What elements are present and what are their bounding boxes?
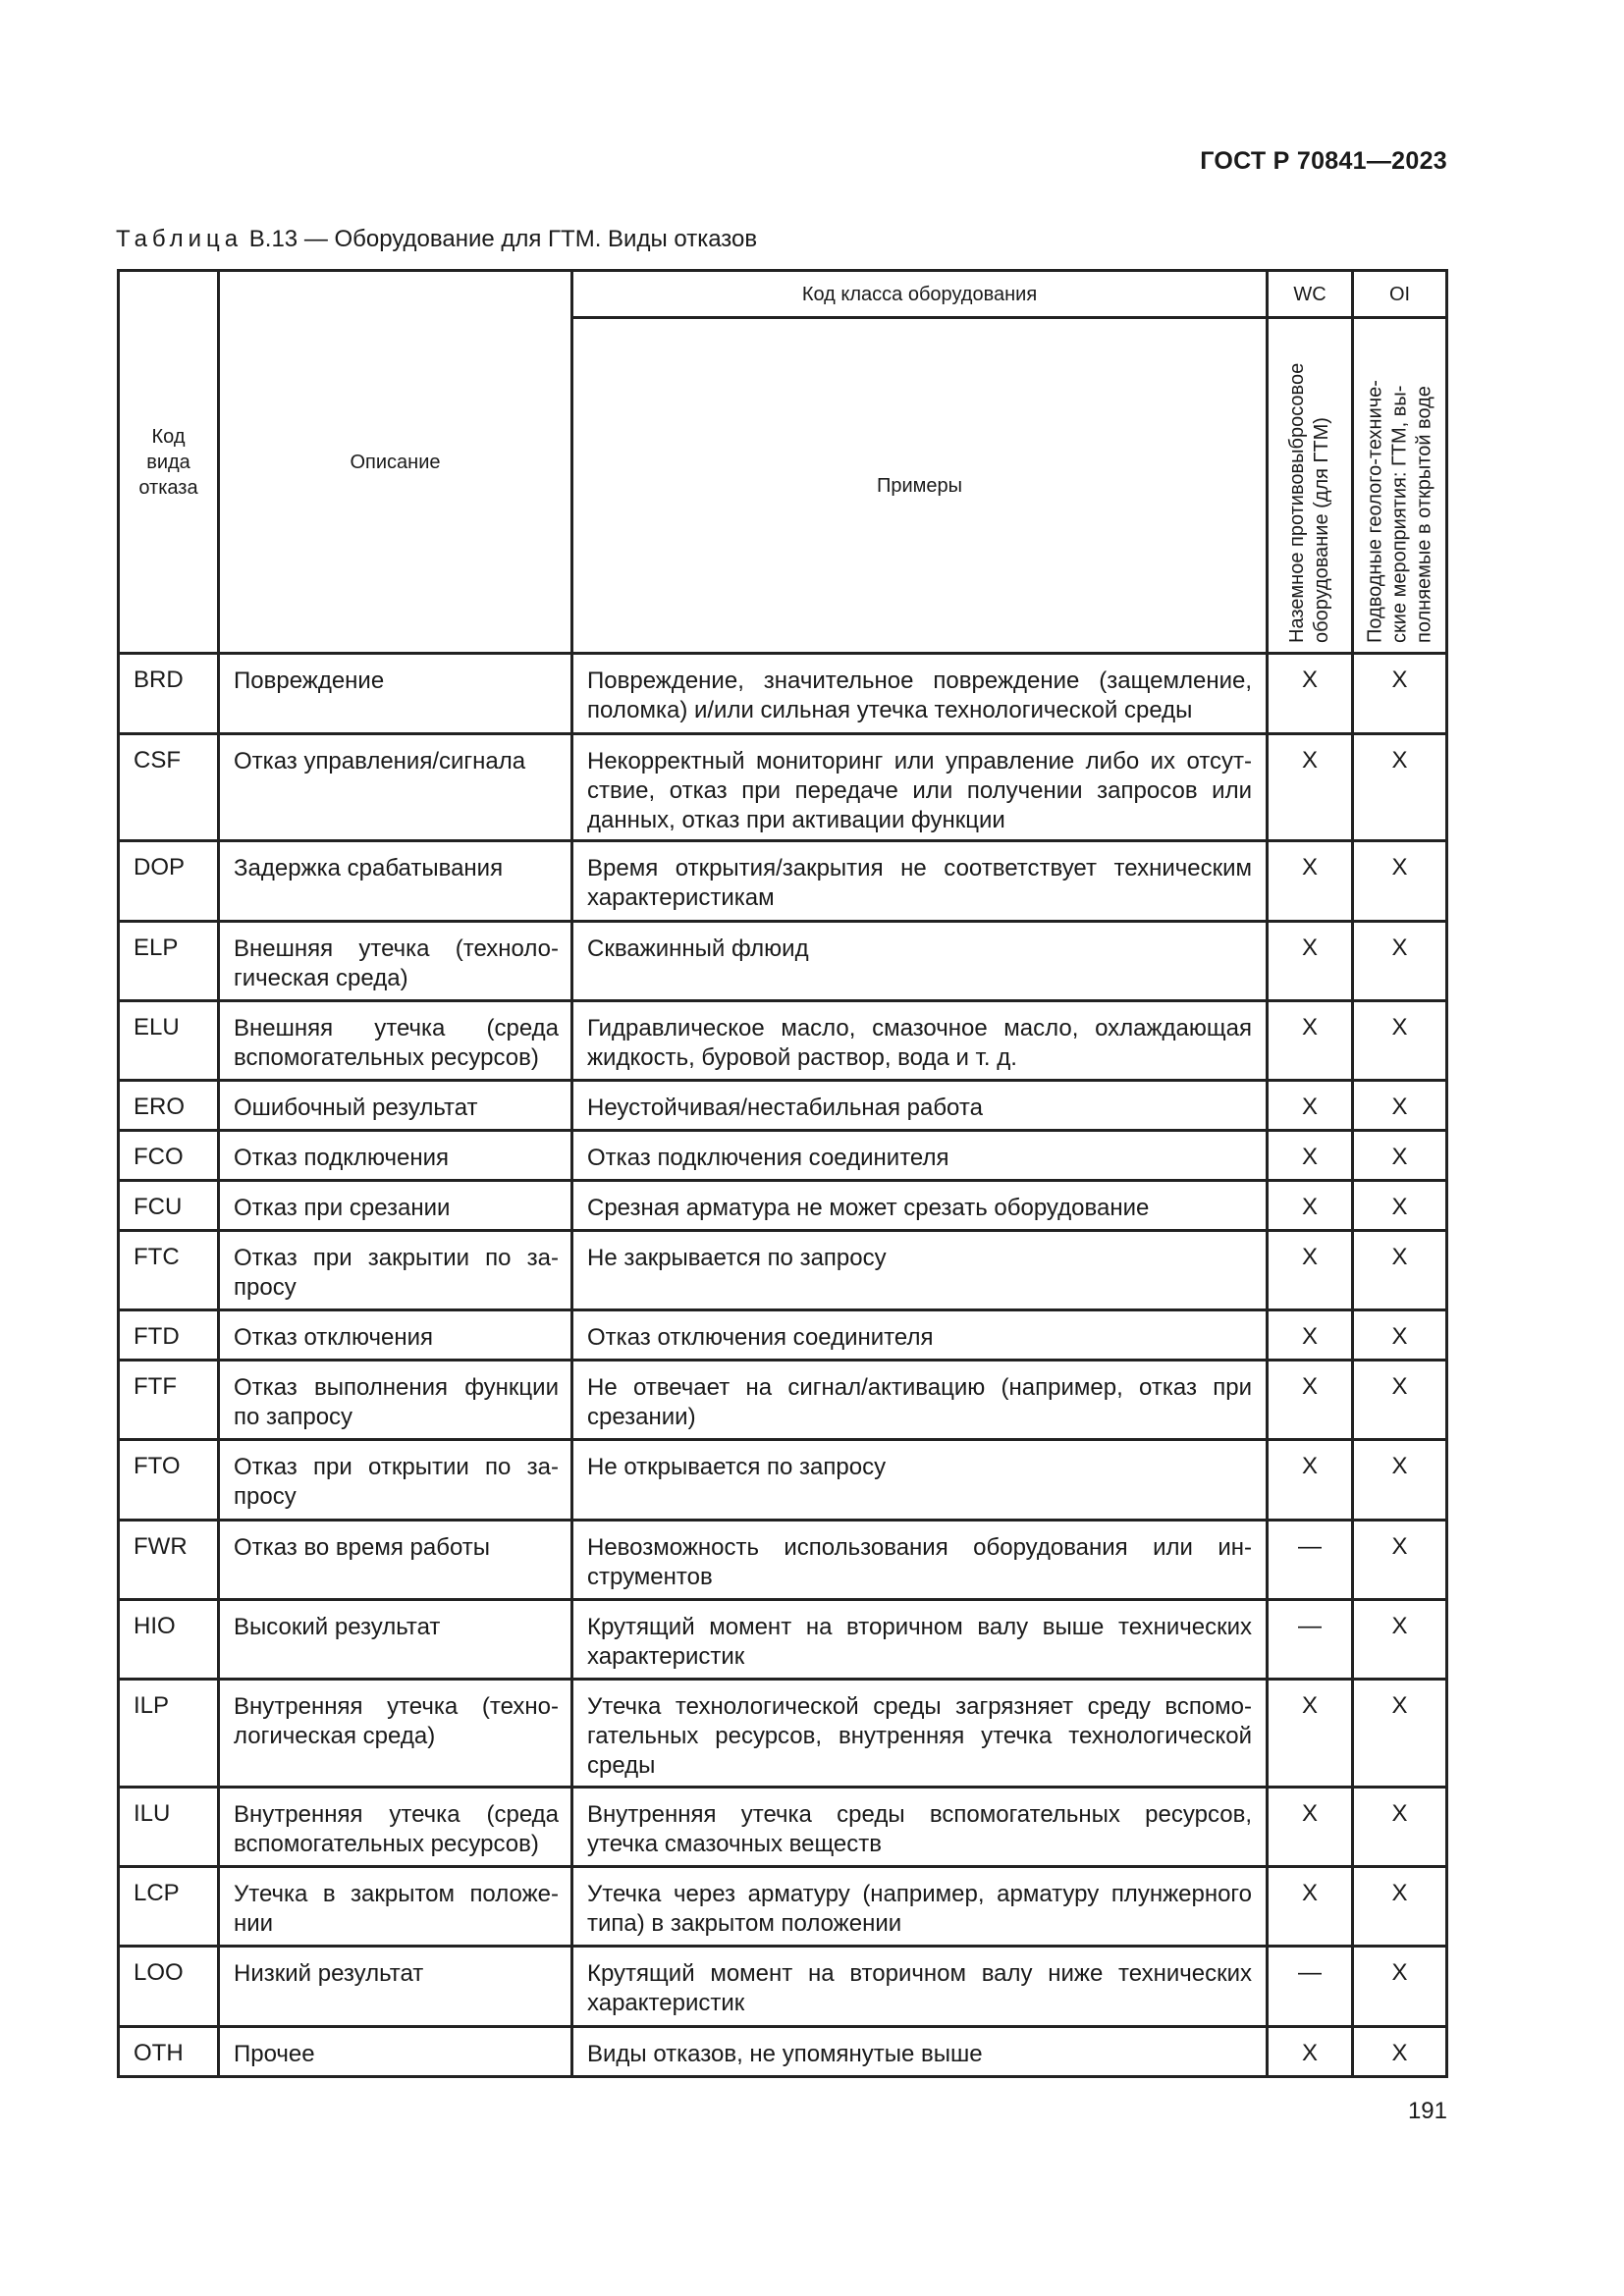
header-oi-desc-line: полняемые в открытой воде: [1413, 385, 1435, 643]
example-cell: Невозможность использования оборудования или ин-струментов: [572, 1521, 1268, 1600]
failure-code-cell: FTO: [119, 1440, 219, 1521]
wc-mark-cell: X: [1268, 1181, 1353, 1231]
caption-label: Таблица: [116, 226, 244, 252]
failure-code-cell: ILP: [119, 1680, 219, 1788]
table-row: [119, 1788, 1447, 1867]
wc-mark-cell: —: [1268, 1521, 1353, 1600]
table-row: [119, 1680, 1447, 1788]
oi-mark-cell: X: [1353, 922, 1447, 1001]
wc-mark-cell: X: [1268, 1788, 1353, 1867]
oi-mark-cell: X: [1353, 654, 1447, 734]
wc-mark-cell: X: [1268, 1001, 1353, 1081]
table-row: [119, 654, 1447, 734]
wc-mark-cell: —: [1268, 1947, 1353, 2027]
wc-mark-cell: X: [1268, 1081, 1353, 1131]
description-cell: Внешняя утечка (среда вспомогательных ресурсов): [219, 1001, 572, 1081]
header-wc: WC: [1268, 271, 1353, 318]
example-cell: Отказ подключения соединителя: [572, 1131, 1268, 1181]
example-cell: Не открывается по запросу: [572, 1440, 1268, 1521]
example-cell: Крутящий момент на вторичном валу выше технических характеристик: [572, 1600, 1268, 1680]
failure-code-cell: FTF: [119, 1361, 219, 1440]
example-cell: Утечка через арматуру (например, арматуру плунжерного типа) в закрытом положении: [572, 1867, 1268, 1947]
example-cell: Неустойчивая/нестабильная работа: [572, 1081, 1268, 1131]
description-cell: Отказ подключения: [219, 1131, 572, 1181]
header-code: Код вида отказа: [119, 271, 219, 654]
wc-mark-cell: X: [1268, 1131, 1353, 1181]
description-cell: Отказ во время работы: [219, 1521, 572, 1600]
oi-mark-cell: X: [1353, 1310, 1447, 1361]
oi-mark-cell: X: [1353, 1231, 1447, 1310]
oi-mark-cell: X: [1353, 1181, 1447, 1231]
description-cell: Низкий результат: [219, 1947, 572, 2027]
description-cell: Высокий результат: [219, 1600, 572, 1680]
oi-mark-cell: X: [1353, 841, 1447, 922]
wc-mark-cell: X: [1268, 1680, 1353, 1788]
failure-code-cell: ELU: [119, 1001, 219, 1081]
oi-mark-cell: X: [1353, 1788, 1447, 1867]
failure-code-cell: FCO: [119, 1131, 219, 1181]
description-cell: Отказ при открытии по за-просу: [219, 1440, 572, 1521]
description-cell: Отказ выполнения функции по запросу: [219, 1361, 572, 1440]
example-cell: Виды отказов, не упомянутые выше: [572, 2027, 1268, 2077]
failure-modes-table: [117, 269, 1448, 2078]
header-wc-description: [1268, 318, 1353, 654]
example-cell: Срезная арматура не может срезать оборудование: [572, 1181, 1268, 1231]
caption-text: В.13 — Оборудование для ГТМ. Виды отказов: [243, 226, 758, 252]
header-oi-desc-line: ские мероприятия: ГТМ, вы-: [1388, 385, 1410, 643]
table-row: [119, 1001, 1447, 1081]
oi-mark-cell: X: [1353, 1680, 1447, 1788]
wc-mark-cell: X: [1268, 1231, 1353, 1310]
wc-mark-cell: X: [1268, 1361, 1353, 1440]
wc-mark-cell: —: [1268, 1600, 1353, 1680]
example-cell: Утечка технологической среды загрязняет среду вспомо-гательных ресурсов, внутренняя утечка технологической среды: [572, 1680, 1268, 1788]
oi-mark-cell: X: [1353, 1867, 1447, 1947]
failure-code-cell: ELP: [119, 922, 219, 1001]
table-row: [119, 1310, 1447, 1361]
example-cell: Не отвечает на сигнал/активацию (например, отказ при срезании): [572, 1361, 1268, 1440]
example-cell: Гидравлическое масло, смазочное масло, охлаждающая жидкость, буровой раствор, вода и т. д.: [572, 1001, 1268, 1081]
header-wc-desc-line: Наземное противовыбросовое: [1286, 362, 1308, 643]
header-oi: OI: [1353, 271, 1447, 318]
header-description: Описание: [219, 271, 572, 654]
oi-mark-cell: X: [1353, 2027, 1447, 2077]
table-row: [119, 1361, 1447, 1440]
table-caption: [116, 226, 757, 253]
table-row: [119, 1521, 1447, 1600]
description-cell: Внутренняя утечка (техно-логическая среда): [219, 1680, 572, 1788]
page-number: 191: [1407, 2098, 1447, 2124]
oi-mark-cell: X: [1353, 1081, 1447, 1131]
table-row: [119, 1231, 1447, 1310]
failure-code-cell: FTD: [119, 1310, 219, 1361]
failure-code-cell: LCP: [119, 1867, 219, 1947]
failure-code-cell: DOP: [119, 841, 219, 922]
oi-mark-cell: X: [1353, 1947, 1447, 2027]
example-cell: Крутящий момент на вторичном валу ниже технических характеристик: [572, 1947, 1268, 2027]
example-cell: Внутренняя утечка среды вспомогательных ресурсов, утечка смазочных веществ: [572, 1788, 1268, 1867]
table-row: [119, 1131, 1447, 1181]
description-cell: Внутренняя утечка (среда вспомогательных ресурсов): [219, 1788, 572, 1867]
header-oi-description: [1353, 318, 1447, 654]
description-cell: Ошибочный результат: [219, 1081, 572, 1131]
table-row: [119, 734, 1447, 841]
oi-mark-cell: X: [1353, 734, 1447, 841]
table-row: [119, 1600, 1447, 1680]
wc-mark-cell: X: [1268, 734, 1353, 841]
example-cell: Некорректный мониторинг или управление либо их отсут-ствие, отказ при передаче или получении запросов или данных, отказ при активации функции: [572, 734, 1268, 841]
description-cell: Утечка в закрытом положе-нии: [219, 1867, 572, 1947]
table-row: [119, 1947, 1447, 2027]
description-cell: Отказ управления/сигнала: [219, 734, 572, 841]
failure-code-cell: OTH: [119, 2027, 219, 2077]
example-cell: Повреждение, значительное повреждение (защемление, поломка) и/или сильная утечка технологической среды: [572, 654, 1268, 734]
header-class-code: Код класса оборудования: [572, 271, 1268, 318]
description-cell: Отказ отключения: [219, 1310, 572, 1361]
table-row: [119, 841, 1447, 922]
example-cell: Время открытия/закрытия не соответствует техническим характеристикам: [572, 841, 1268, 922]
description-cell: Задержка срабатывания: [219, 841, 572, 922]
failure-code-cell: FWR: [119, 1521, 219, 1600]
wc-mark-cell: X: [1268, 841, 1353, 922]
header-examples: Примеры: [572, 318, 1268, 654]
table-row: [119, 1867, 1447, 1947]
wc-mark-cell: X: [1268, 1440, 1353, 1521]
example-cell: Отказ отключения соединителя: [572, 1310, 1268, 1361]
table-row: [119, 1440, 1447, 1521]
table-row: [119, 1181, 1447, 1231]
header-oi-desc-line: Подводные геолого-техниче-: [1364, 379, 1385, 643]
failure-code-cell: BRD: [119, 654, 219, 734]
failure-code-cell: ERO: [119, 1081, 219, 1131]
description-cell: Отказ при срезании: [219, 1181, 572, 1231]
failure-code-cell: FCU: [119, 1181, 219, 1231]
header-wc-desc-line: оборудование (для ГТМ): [1311, 416, 1332, 643]
failure-code-cell: LOO: [119, 1947, 219, 2027]
failure-code-cell: CSF: [119, 734, 219, 841]
oi-mark-cell: X: [1353, 1440, 1447, 1521]
failure-code-cell: ILU: [119, 1788, 219, 1867]
wc-mark-cell: X: [1268, 1310, 1353, 1361]
failure-code-cell: FTC: [119, 1231, 219, 1310]
description-cell: Повреждение: [219, 654, 572, 734]
wc-mark-cell: X: [1268, 1867, 1353, 1947]
oi-mark-cell: X: [1353, 1361, 1447, 1440]
description-cell: Прочее: [219, 2027, 572, 2077]
document-number: ГОСТ Р 70841—2023: [1200, 147, 1447, 175]
wc-mark-cell: X: [1268, 922, 1353, 1001]
table-row: [119, 922, 1447, 1001]
table-row: [119, 1081, 1447, 1131]
oi-mark-cell: X: [1353, 1001, 1447, 1081]
example-cell: Не закрывается по запросу: [572, 1231, 1268, 1310]
description-cell: Отказ при закрытии по за-просу: [219, 1231, 572, 1310]
oi-mark-cell: X: [1353, 1521, 1447, 1600]
failure-code-cell: HIO: [119, 1600, 219, 1680]
oi-mark-cell: X: [1353, 1131, 1447, 1181]
wc-mark-cell: X: [1268, 2027, 1353, 2077]
wc-mark-cell: X: [1268, 654, 1353, 734]
oi-mark-cell: X: [1353, 1600, 1447, 1680]
table-row: [119, 2027, 1447, 2077]
example-cell: Скважинный флюид: [572, 922, 1268, 1001]
description-cell: Внешняя утечка (техноло-гическая среда): [219, 922, 572, 1001]
